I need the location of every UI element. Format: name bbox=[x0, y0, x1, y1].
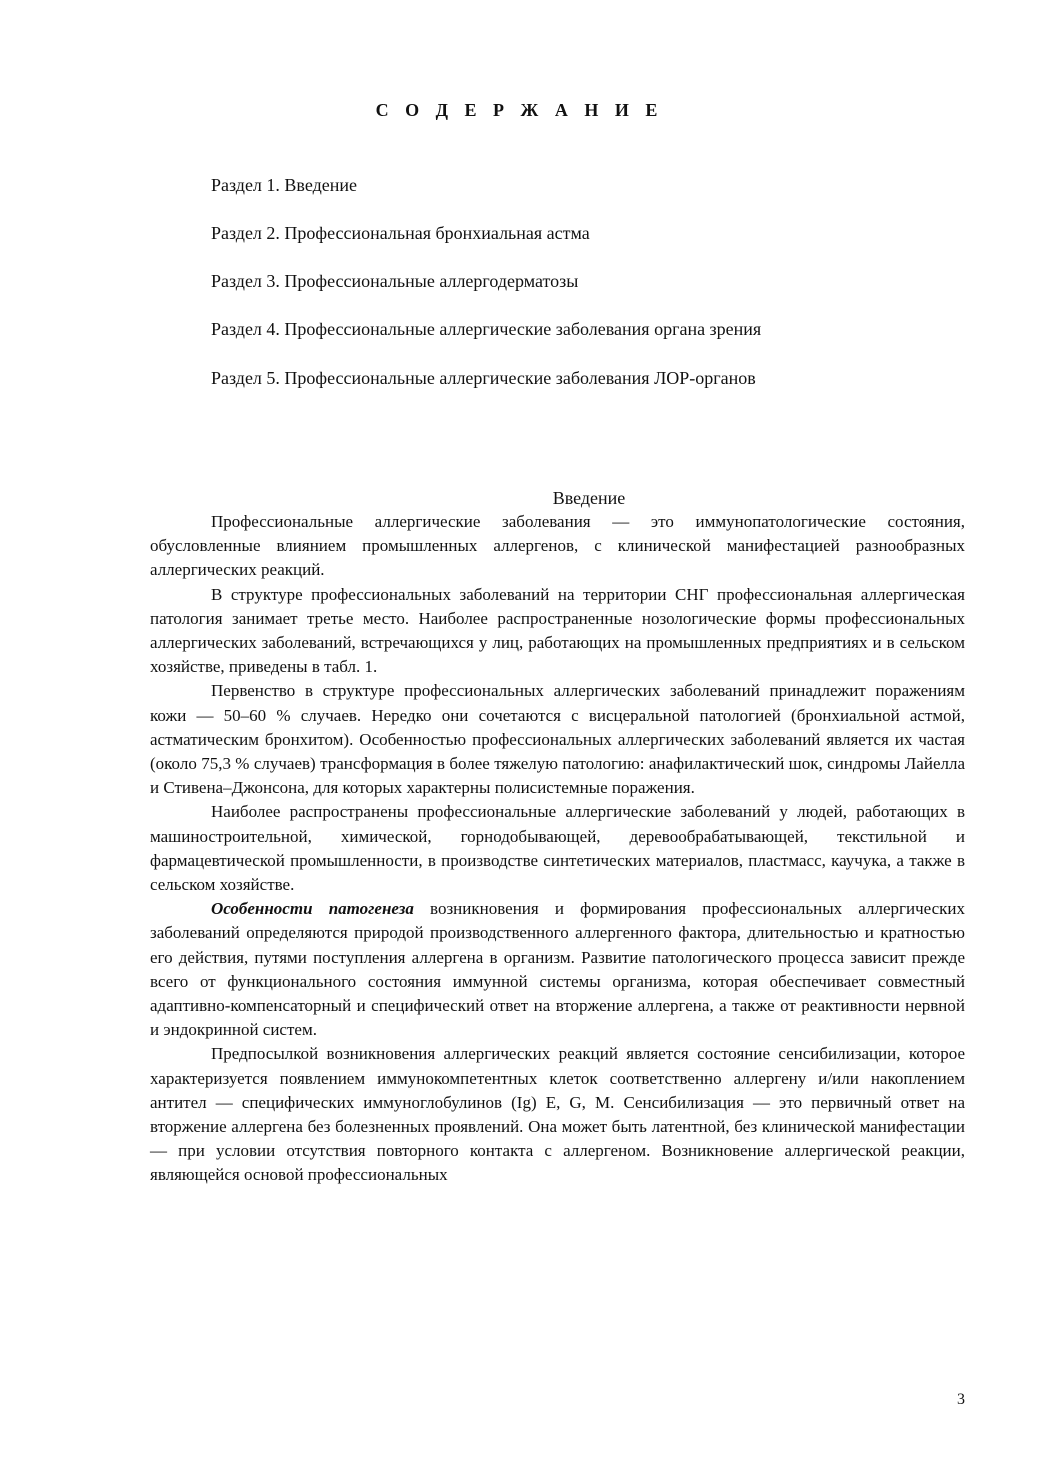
toc-item-section-3: Раздел 3. Профессиональные аллергодерматозы bbox=[211, 271, 579, 291]
toc-title: С О Д Е Р Ж А Н И Е bbox=[375, 100, 664, 120]
toc-item-section-1: Раздел 1. Введение bbox=[211, 175, 357, 195]
intro-body bbox=[150, 510, 965, 1188]
toc-item-section-4: Раздел 4. Профессиональные аллергические заболевания органа зрения bbox=[211, 319, 762, 339]
toc-item-section-5: Раздел 5. Профессиональные аллергические заболевания ЛОР-органов bbox=[211, 368, 756, 388]
paragraph-6: Предпосылкой возникновения аллергических реакций является состояние сенсибилизации, которое характеризуется появлением иммунокомпетентных клеток соответственно аллергену и/или накоплением антител — специфических иммуноглобулинов (Ig) E, G, M. Сенсибилизация — это первичный ответ на вторжение аллергена без болезненных проявлений. Она может быть латентной, без клинической манифестации — при условии отсутствия повторного контакта с аллергеном. Возникновение аллергической реакции, являющейся основой профессиональных bbox=[150, 1044, 965, 1185]
paragraph-5-text: возникновения и формирования профессиональных аллергических заболеваний определяются природой производственного аллергенного фактора, длительностью и кратностью его действия, путями поступления аллергена в организм. Развитие патологического процесса зависит прежде всего от функционального состояния иммунной системы организма, которая обеспечивает совместный адаптивно-компенсаторный и специфический ответ на вторжение аллергена, а также от реактивности нервной и эндокринной систем. bbox=[150, 899, 965, 1040]
paragraph-3: Первенство в структуре профессиональных аллергических заболеваний принадлежит поражениям кожи — 50–60 % случаев. Нередко они сочетаются с висцеральной патологией (бронхиальной астмой, астматическим бронхитом). Особенностью профессиональных аллергических заболеваний является их частая (около 75,3 % случаев) трансформация в более тяжелую патологию: анафилактический шок, синдромы Лайелла и Стивена–Джонсона, для которых характерны полисистемные поражения. bbox=[150, 681, 965, 798]
paragraph-2: В структуре профессиональных заболеваний на территории СНГ профессиональная аллергическая патология занимает третье место. Наиболее распространенные нозологические формы профессиональных аллергических заболеваний, встречающихся у лиц, работающих на промышленных предприятиях и в сельском хозяйстве, приведены в табл. 1. bbox=[150, 584, 965, 677]
paragraph-5 bbox=[150, 897, 965, 1042]
paragraph-4: Наиболее распространены профессиональные аллергические заболеваний у людей, работающих в машиностроительной, химической, горнодобывающей, деревообрабатывающей, текстильной и фармацевтической промышленности, в производстве синтетических материалов, пластмасс, каучука, а также в сельском хозяйстве. bbox=[150, 802, 965, 895]
page-number: 3 bbox=[957, 1391, 965, 1408]
pathogenesis-emphasis: Особенности патогенеза bbox=[211, 899, 414, 919]
paragraph-1: Профессиональные аллергические заболевания — это иммунопатологические состояния, обусловленные влиянием промышленных аллергенов, с клинической манифестацией разнообразных аллергических реакций. bbox=[150, 512, 965, 580]
intro-heading: Введение bbox=[552, 488, 626, 508]
toc-item-section-2: Раздел 2. Профессиональная бронхиальная астма bbox=[211, 223, 590, 243]
